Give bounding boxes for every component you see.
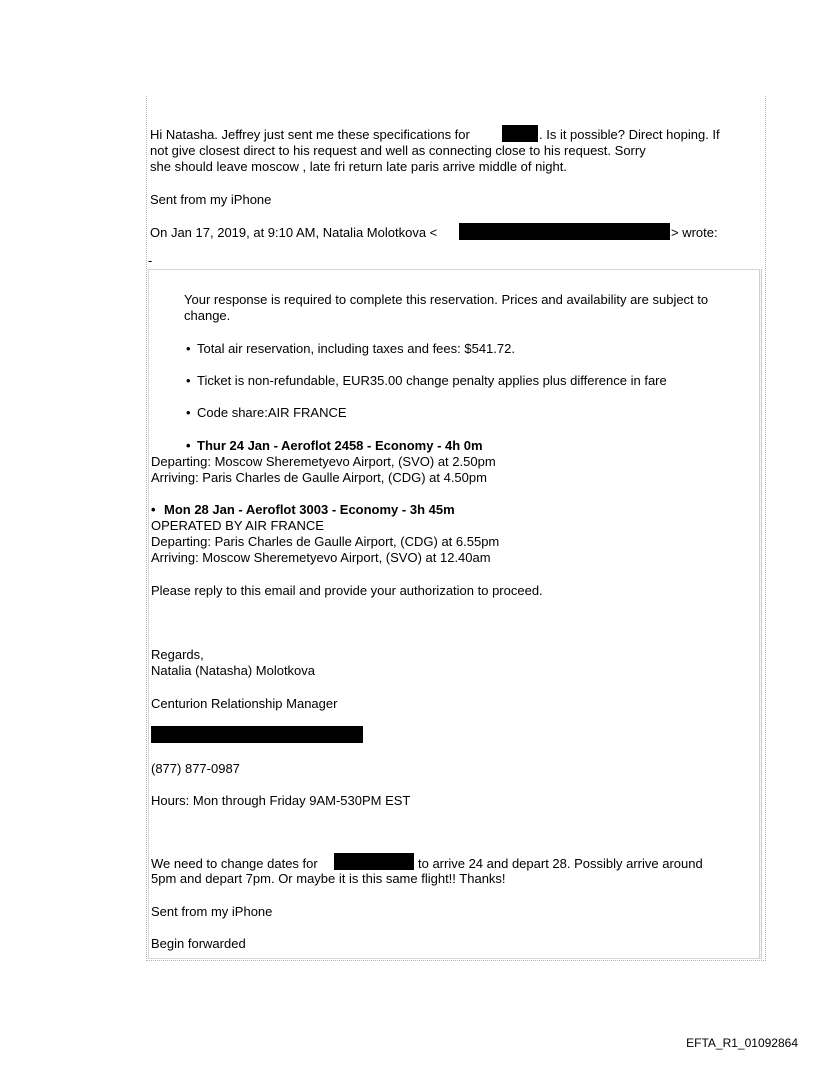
change-line-2: 5pm and depart 7pm. Or maybe it is this same flight!! Thanks! xyxy=(151,871,506,886)
flight1-depart: Departing: Moscow Sheremetyevo Airport, (SVO) at 2.50pm xyxy=(151,454,496,469)
on-date-line-a: On Jan 17, 2019, at 9:10 AM, Natalia Molotkova < xyxy=(150,225,438,240)
redaction-box xyxy=(151,726,363,743)
redaction-box xyxy=(502,125,538,142)
sender-hours: Hours: Mon through Friday 9AM-530PM EST xyxy=(151,793,411,808)
redaction-box xyxy=(334,853,414,870)
on-date-line-b: > wrote: xyxy=(671,225,718,240)
flight2-arrive: Arriving: Moscow Sheremetyevo Airport, (SVO) at 12.40am xyxy=(151,550,491,565)
begin-forwarded: Begin forwarded xyxy=(151,936,246,951)
bullet-ticket: Ticket is non-refundable, EUR35.00 change penalty applies plus difference in fare xyxy=(197,373,667,388)
reply-signature: Sent from my iPhone xyxy=(150,192,272,207)
regards: Regards, xyxy=(151,647,204,662)
change-line-1a: We need to change dates for xyxy=(151,856,318,871)
flight1-arrive: Arriving: Paris Charles de Gaulle Airport, (CDG) at 4.50pm xyxy=(151,470,487,485)
sender-name: Natalia (Natasha) Molotkova xyxy=(151,663,316,678)
bullet-codeshare: Code share:AIR FRANCE xyxy=(197,405,347,420)
reply-line-1a: Hi Natasha. Jeffrey just sent me these specifications for xyxy=(150,127,470,142)
sender-role: Centurion Relationship Manager xyxy=(151,696,338,711)
bullet-glyph: • xyxy=(151,502,156,517)
dash-separator: - xyxy=(148,253,153,268)
reply-line-1b: . Is it possible? Direct hoping. If xyxy=(539,127,720,142)
quoted-intro-2: change. xyxy=(184,308,231,323)
redaction-box xyxy=(459,223,670,240)
bullet-glyph: • xyxy=(186,438,191,453)
bullet-glyph: • xyxy=(186,373,191,388)
email-frame-bottom xyxy=(146,960,764,961)
quoted-signature: Sent from my iPhone xyxy=(151,904,273,919)
bullet-glyph: • xyxy=(186,341,191,356)
flight2-title: Mon 28 Jan - Aeroflot 3003 - Economy - 3h 45m xyxy=(164,502,455,517)
flight1-title: Thur 24 Jan - Aeroflot 2458 - Economy - 4h 0m xyxy=(197,438,483,453)
quoted-intro-1: Your response is required to complete this reservation. Prices and availability are subject to xyxy=(184,292,709,307)
document-id: EFTA_R1_01092864 xyxy=(686,1036,798,1050)
reply-request: Please reply to this email and provide your authorization to proceed. xyxy=(151,583,543,598)
change-line-1b: to arrive 24 and depart 28. Possibly arrive around xyxy=(418,856,703,871)
reply-line-2: not give closest direct to his request and well as connecting close to his request. Sorry xyxy=(150,143,646,158)
flight2-depart: Departing: Paris Charles de Gaulle Airport, (CDG) at 6.55pm xyxy=(151,534,500,549)
bullet-total: Total air reservation, including taxes and fees: $541.72. xyxy=(197,341,515,356)
reply-line-3: she should leave moscow , late fri return late paris arrive middle of night. xyxy=(150,159,567,174)
sender-phone: (877) 877-0987 xyxy=(151,761,240,776)
flight2-operated: OPERATED BY AIR FRANCE xyxy=(151,518,324,533)
bullet-glyph: • xyxy=(186,405,191,420)
